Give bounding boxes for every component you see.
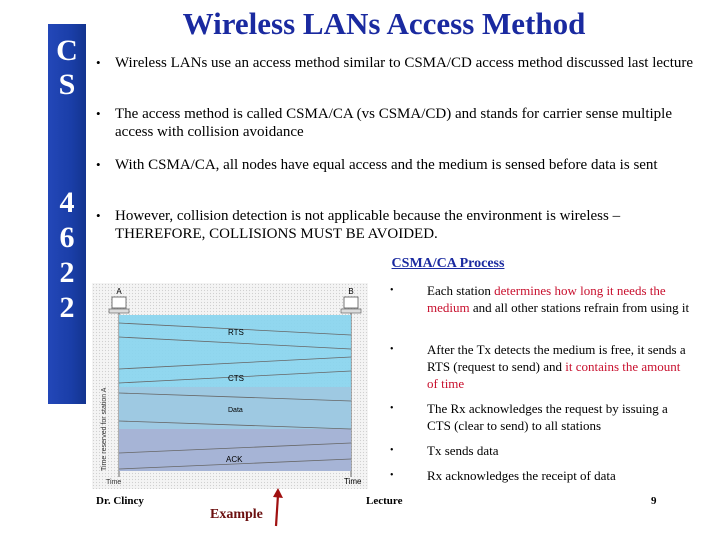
time-label-right: Time	[344, 477, 362, 486]
sidebar-digit-6: 6	[59, 221, 75, 254]
step-bullet: •	[390, 445, 394, 456]
sidebar-digit-2b: 2	[59, 291, 75, 324]
example-arrow-icon	[262, 488, 286, 528]
step-text-part: and all other stations refrain from using it	[469, 300, 690, 315]
bullet-dot: •	[96, 157, 101, 172]
ack-label: ACK	[226, 455, 243, 464]
process-step	[390, 467, 690, 484]
process-step	[390, 282, 690, 316]
step-bullet: •	[390, 470, 394, 481]
footer-author: Dr. Clincy	[96, 495, 144, 507]
bullet-item	[96, 207, 706, 243]
step-text-part: After the Tx detects the medium is free, it sends a RTS (request to send) and	[427, 342, 686, 374]
example-label: Example	[210, 507, 263, 522]
step-highlight: it contains the amount of time	[427, 359, 681, 391]
bullet-text: The access method is called CSMA/CA (vs CSMA/CD) and stands for carrier sense multiple access with collision avoidance	[115, 106, 672, 140]
step-text	[427, 341, 690, 392]
footer-lecture: Lecture	[366, 495, 403, 507]
step-text-part: Each station	[427, 283, 495, 298]
process-step	[390, 341, 690, 392]
sidebar-letter-c: C	[56, 34, 78, 67]
page-number: 9	[651, 495, 657, 507]
process-step	[390, 442, 690, 459]
cts-label: CTS	[228, 374, 244, 383]
station-b-label: B	[348, 287, 354, 296]
bullet-item	[96, 105, 706, 141]
y-axis-label: Time reserved for station A	[101, 387, 108, 471]
step-highlight: determines how long it needs the medium	[427, 283, 666, 315]
step-bullet: •	[390, 403, 394, 414]
rts-label: RTS	[228, 328, 244, 337]
bullet-item	[96, 54, 706, 72]
step-text: Tx sends data	[427, 443, 499, 458]
ack-zone	[119, 429, 351, 471]
process-step	[390, 400, 690, 434]
step-text: Rx acknowledges the receipt of data	[427, 468, 616, 483]
course-sidebar	[48, 24, 86, 404]
bullet-dot: •	[96, 106, 101, 121]
step-text: The Rx acknowledges the request by issuing a CTS (clear to send) to all stations	[427, 401, 668, 433]
process-title: CSMA/CA Process	[391, 256, 505, 271]
station-a-label: A	[116, 287, 122, 296]
bullet-text: Wireless LANs use an access method similar to CSMA/CD access method discussed last lecture	[115, 55, 694, 71]
station-b-computer-icon	[341, 297, 361, 313]
sidebar-digit-4: 4	[59, 186, 75, 219]
sidebar-digit-2a: 2	[59, 256, 75, 289]
bullet-dot: •	[96, 55, 101, 70]
step-bullet: •	[390, 285, 394, 296]
bullet-item	[96, 156, 706, 174]
station-a-computer-icon	[109, 297, 129, 313]
data-label: Data	[228, 407, 243, 414]
sidebar-letter-s: S	[58, 68, 76, 101]
step-bullet: •	[390, 344, 394, 355]
csma-ca-timing-diagram	[92, 283, 368, 489]
time-label-left: Time	[106, 479, 122, 486]
bullet-dot: •	[96, 208, 101, 223]
step-text	[427, 282, 690, 316]
slide-title: Wireless LANs Access Method	[182, 6, 586, 41]
bullet-text: With CSMA/CA, all nodes have equal access and the medium is sensed before data is sent	[115, 157, 658, 173]
bullet-text: However, collision detection is not applicable because the environment is wireless – THEREFORE, COLLISIONS MUST BE AVOIDED.	[115, 208, 621, 242]
